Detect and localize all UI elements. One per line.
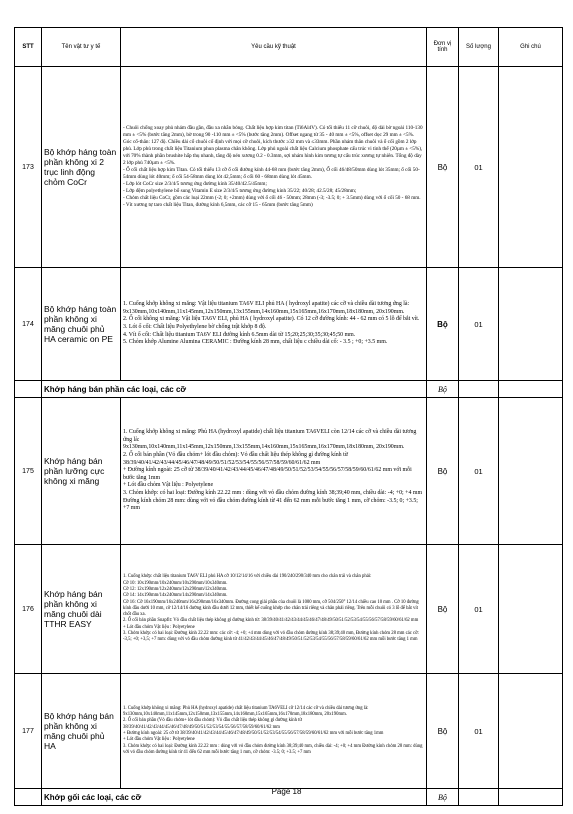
- spec-line: 3. Chỏm khớp: có hai loại: Đường kính 22.22 mm : dùng với vỏ đầu chỏm đường kính 38;39;40 mm, chiều dài: -4; +0; +4 mm Đường kính chỏm 28 mm: dùng với vỏ đầu chỏm đường kính từ 41 đến 62 mm mỗi bước tăng 1 mm, cỡ chỏm: -3.5; 0; +3.5; +7 mm: [123, 743, 424, 755]
- header-name: Tên vật tư y tế: [42, 28, 121, 67]
- spec-line: 1. Cuống khớp không xi măng: Phủ HA (hydroxyl apatide) chất liệu titanium TA6VELI còn 12/14 các cỡ và chiều dài tương ứng là:: [123, 429, 418, 443]
- table-row: [15, 268, 563, 381]
- row-qty: 01: [459, 268, 499, 381]
- row-qty: 01: [459, 674, 499, 789]
- row-unit: Bộ: [427, 268, 459, 381]
- spec-line: Cỡ 16: Cỡ 16x190mm/16x240mm/16x290mm/16x340mm. Đường cong giải phẫu của chuôi là 1000 mm, cỡ 504/250° 12/14 chiều cao 10 mm . Cỡ 10 đường kính đầu dưới 10 mm, cỡ 12/14/16 đường kính đầu dưới 12 mm, thiết kế cuống khớp cho chân trái riêng và chân phải riêng. Trên mỗi chuôi có 3 lỗ để bắt vít chốt đầu xa.: [123, 599, 420, 618]
- row-note: [499, 674, 563, 789]
- table-row: [15, 545, 563, 674]
- section-title: Khớp gối các loại, các cỡ: [42, 789, 427, 806]
- spec-line: - Chuôi chống xoay phủ nhám đầu gần, đầu xa nhẵn bóng. Chất liệu hợp kim titan (Ti6Al4V). Có tối thiểu 11 cỡ chuôi, độ dài bờ ngoài 110-130 mm ± <5% (bước tăng 2mm), bờ trong 90 -110 mm ± <5% (bước tăng 2mm). Offset ngang từ 35 - 40 mm ± <5%, offset dọc 29 mm ± <5%. Góc cổ-thân: 127 độ. Chiều dài cổ chuôi cố định với mọi cỡ chuôi, kích thước ≥32 mm và ≤33mm. Phần nhám thân chuôi và ổ cối gồm 2 lớp phủ. Lớp phủ trong chất liệu Titanium phun plasma chân không. Lớp phủ ngoài chất liệu Calcium phosphate cấu trúc vi tinh thể (20µm ± <5%), với 70% thành phần brushite hấp thụ nhanh, tăng độ nén xương 0.2 - 0.3mm, sợi nhám hình kim tương tự cấu trúc xương tự nhiên. Tổng độ dày 2 lớp phủ 740µm ± <5%.: [123, 125, 424, 166]
- row-stt: 177: [15, 674, 42, 789]
- spec-line: 3. Chỏm khớp: có hai loại: Đường kính 22.22 mm: các cỡ: -4; +0; +4 mm dùng với vỏ đầu chỏm đường kính 38;39;40 mm, Đường kính chỏm 28 mm các cỡ: -3,5; +0; +3,5; +7 mm: dùng với vỏ đầu chỏm đường kính từ 41/42/43/44/45/46/47/48/49/50/51/52/53/54/55/56/57/58/59/60/61/62 mm mỗi bước tăng 1 mm: [123, 631, 421, 643]
- row-spec: [121, 268, 427, 381]
- header-stt: STT: [15, 28, 42, 67]
- header-qty: Số lượng: [459, 28, 499, 67]
- row-unit: Bộ: [427, 545, 459, 674]
- row-note: [499, 545, 563, 674]
- spec-line: Cỡ 10: 10x190mm/10x240mm/10x290mm/10x340mm.: [123, 580, 228, 586]
- header-unit: Đơn vị tính: [427, 28, 459, 67]
- page-number: Page 18: [271, 787, 302, 796]
- spec-line: - Lớp lót CoCr size 2/3/4/5 tương ứng đường kính 35/40/42.5/45mm;: [123, 181, 267, 187]
- row-item-name: Khớp háng bán phần lưỡng cực không xi măng: [42, 398, 121, 545]
- spec-line: 3. Lót ổ cối: Chất liệu Polyethylene bờ chống trật khớp 8 độ.: [123, 324, 267, 330]
- spec-line: - Lớp đệm polyethylene bổ sung Vitamin E size 2/3/4/5 tương ứng đường kính 35/22; 40/28; 42.5/28; 45/28mm;: [123, 188, 357, 194]
- section-row: [15, 381, 563, 398]
- spec-line: 2. Ổ cối không xi măng: Vật liệu TA6V ELI, phủ HA ( hydroxyl apatite). Có 12 cỡ đường kính: 44 - 62 mm có 5 lỗ để bắt vít.: [123, 316, 420, 323]
- section-unit: Bộ: [427, 789, 459, 806]
- row-item-name: Bộ khớp háng toàn phần không xi 2 trục linh động chỏm CoCr: [42, 67, 121, 268]
- row-unit: Bộ: [427, 398, 459, 545]
- spec-line: + Lót đầu chỏm Vật liệu : Polyetylene: [123, 624, 195, 630]
- spec-line: 5. Chỏm khớp Alumine Alumina CERAMIC : Đường kính 28 mm, chất liệu c chiều dài cổ: - 3.5 ; +0; +3.5 mm.: [123, 339, 388, 346]
- header-spec: Yêu cầu kỹ thuật: [121, 28, 427, 67]
- row-note: [499, 268, 563, 381]
- spec-line: - Ổ cối chất liệu hợp kim Titan. Có tối thiểu 13 cỡ ổ cối đường kính 44-68 mm (bước tăng 2mm), Ổ cối 46/48/50mm dùng lót 35mm; ổ cối 50-54mm dùng lót 40mm; ổ cối 54-58mm dùng lót 42,5mm; ổ cối 60 - 68mm dùng lót 45mm.: [123, 167, 420, 180]
- section-unit: Bộ: [427, 381, 459, 398]
- spec-line: 4. Vít ổ cối: Chất liệu titanium TA6V ELI đường kính 6.5mm dài từ 15;20;25;30;35;30;45;50 mm.: [123, 331, 356, 338]
- row-stt: 173: [15, 67, 42, 268]
- spec-line: + Lót đầu chỏm Vật liệu : Polyetylene: [123, 482, 214, 489]
- spec-line: + Đường kính ngoài: 25 cỡ từ 38/39/40/41/42/43/44/45/46/47/48/49/50/51/52/53/54/55/56/57/58/59/60/61/62 mm với mỗi bước tăng 1mm: [123, 731, 384, 736]
- row-stt: 174: [15, 268, 42, 381]
- spec-line: 2. Ổ cối bán phần Snapfit: Vỏ đầu chất liệu thép không gỉ đường kính từ: 38/39/40/41/42/43/44/45/46/47/48/49/50/51/52/53/54/55/56/57/58/59/60/61/62 mm: [123, 618, 419, 624]
- row-unit: Bộ: [427, 674, 459, 789]
- table-row: [15, 67, 563, 268]
- row-unit: Bộ: [427, 67, 459, 268]
- medical-supplies-table: [14, 27, 563, 806]
- spec-line: 9x130mm,10x140mm,11x145mm,12x150mm,13x155mm,14x160mm,15x165mm,16x170mm,18x180mm, 20x190mm.: [123, 444, 405, 451]
- spec-line: 9x130mm,10x140mm,11x145mm,12x150mm,13x155mm,14x160mm,15x165mm,16x170mm,18x180mm, 20x190mm.: [123, 308, 405, 315]
- row-qty: 01: [459, 545, 499, 674]
- row-spec: [121, 674, 427, 789]
- spec-line: - Vít xương tự taro chất liệu Titan, đường kính 6,5mm, các cỡ 15 - 65mm (bước tăng 5mm): [123, 202, 313, 208]
- row-item-name: Bộ khớp háng toàn phần không xi măng chuôi phủ HA ceramic on PE: [42, 268, 121, 381]
- row-item-name: Bộ khớp háng bán phần không xi măng chuôi phủ HA: [42, 674, 121, 789]
- spec-line: 1. Cuống khớp không xi măng: Vật liệu titanium TA6V ELI phủ HA ( hydroxyl apatite) các cỡ và chiều dài tương ứng là:: [123, 301, 410, 308]
- spec-line: Cỡ 12: 12x190mm/12x240mm/12x290mm/12x340mm.: [123, 586, 228, 592]
- row-note: [499, 67, 563, 268]
- spec-line: Cỡ 14: 14x190mm/14x240mm/14x290mm/14x340mm.: [123, 593, 228, 599]
- spec-line: 9x130mm,10x140mm,11x145mm,12x150mm,13x155mm,14x160mm,15x165mm,16x170mm,18x180mm, 20x190mm.: [123, 712, 347, 718]
- row-spec: [121, 398, 427, 545]
- row-stt: 176: [15, 545, 42, 674]
- table-row: [15, 398, 563, 545]
- row-stt: 175: [15, 398, 42, 545]
- spec-line: 1. Cuống khớp: chất liệu titanium TA6V ELI phủ HA cỡ 10/12/14/16 với chiều dài 190/240/290/340 mm cho chân trái và chân phải:: [123, 574, 372, 580]
- row-qty: 01: [459, 398, 499, 545]
- spec-line: 2. Ổ cối bán phần (Vỏ đầu chỏm+ lót đầu chỏm): Vỏ đầu chất liệu thép không gỉ đường kính từ 38/39/40/41/42/43/44/45/46/47/48/49/50/51/52/53/54/55/56/57/58/59/60/61/62 mm: [123, 452, 350, 466]
- spec-line: + Lót đầu chỏm Vật liệu : Polyetylene: [123, 737, 195, 743]
- spec-line: - Chỏm chất liệu CoCr, gồm các loại 22mm (-2; 0; +2mm) dùng với ổ cối 46 - 50mm; 28mm (-3; -3.5; 0; + 3.5mm) dùng với ổ cối 50 - 68 mm.: [123, 195, 421, 201]
- row-qty: 01: [459, 67, 499, 268]
- header-note: Ghi chú: [499, 28, 563, 67]
- spec-line: 2. Ổ cối bán phần (Vỏ đầu chỏm+ lót đầu chỏm): Vỏ đầu chất liệu thép không gỉ đường kính từ 38/39/40/41/42/43/44/45/46/47/48/49/50/51/52/53/54/55/56/57/58/59/60/61/62 mm: [123, 718, 304, 730]
- spec-line: + Đường kính ngoài: 25 cỡ từ 38/39/40/41/42/43/44/45/46/47/48/49/50/51/52/53/54/55/56/57/58/59/60/61/62 mm với mỗi bước tăng 1mm: [123, 467, 414, 481]
- table-row: [15, 674, 563, 789]
- header-row: [15, 28, 563, 67]
- row-spec: [121, 67, 427, 268]
- row-item-name: Khớp háng bán phần không xi măng chuôi dài TTHR EASY: [42, 545, 121, 674]
- row-spec: [121, 545, 427, 674]
- spec-line: 1. Cuống khớp không xi măng: Phủ HA (hydroxyl apatide) chất liệu titanium TA6VELI cỡ 12/14 các cỡ và chiều dài tương ứng là:: [123, 705, 369, 711]
- row-note: [499, 398, 563, 545]
- spec-line: 3. Chỏm khớp: có hai loại: Đường kính 22.22 mm : dùng với vỏ đầu chỏm đường kính 38;39;40 mm, chiều dài: -4; +0; +4 mm Đường kính chỏm 28 mm: dùng với vỏ đầu chỏm đường kính từ 41 đến 62 mm mỗi bước tăng 1 mm, cỡ chỏm: -3.5; 0; +3.5; +7 mm: [123, 489, 424, 512]
- section-title: Khớp háng bán phần các loại, các cỡ: [42, 381, 427, 398]
